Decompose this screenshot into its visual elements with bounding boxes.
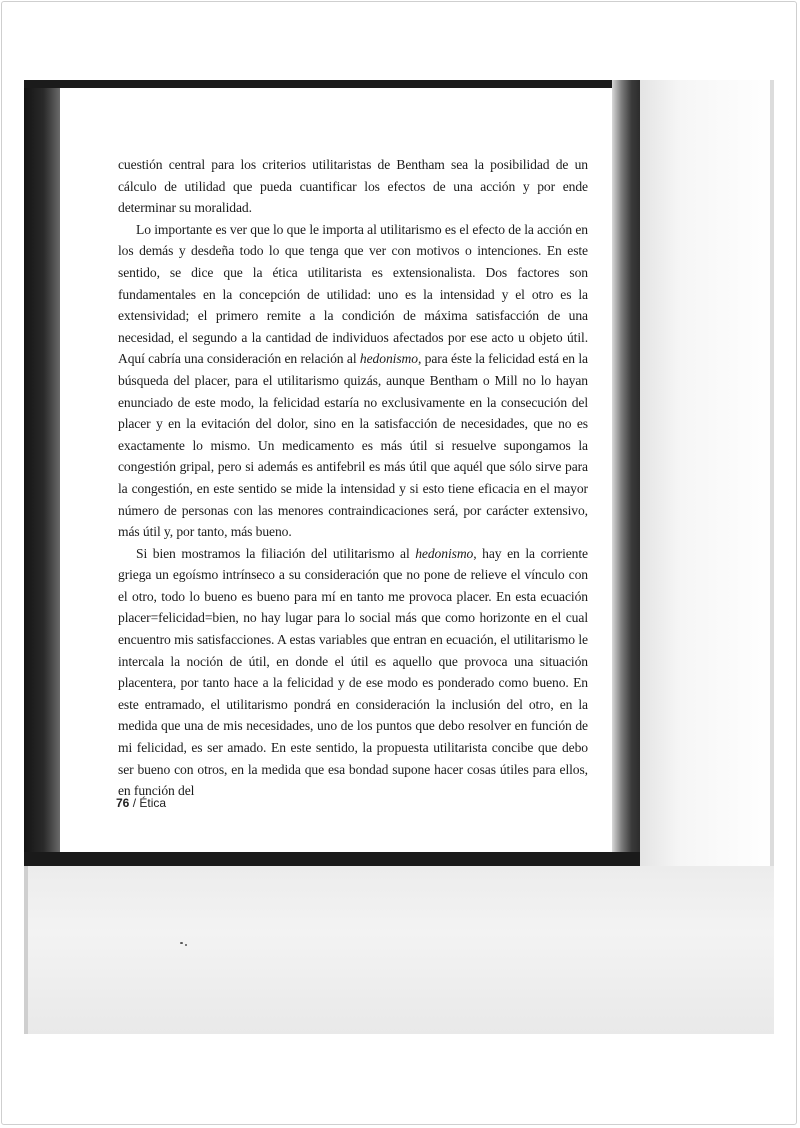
page-footer [116, 796, 166, 810]
italic-term: hedonismo [359, 351, 418, 367]
body-text [118, 154, 588, 802]
adjacent-page-edge [640, 80, 776, 866]
paragraph-1 [118, 154, 588, 219]
text-run: Si bien mostramos la filiación del utilitarismo al [136, 545, 416, 561]
scanner-bed-area [24, 866, 774, 1034]
paragraph-3 [118, 543, 588, 802]
text-run: Lo importante es ver que lo que le importa al utilitarismo es el efecto de la acción en los demás y desdeña todo lo que tenga que ver con motivos o intenciones. En este sentido, se dice que la ética utilitarista es extensionalista. Dos factores son fundamentales en la concepción de utilidad: uno es la intensidad y el otro es la extensividad; el primero remite a la condición de máxima satisfacción de una necesidad, el segundo a la cantidad de individuos afectados por ese acto u objeto útil. Aquí cabría una consideración en relación al [118, 221, 588, 367]
text-run: , para éste la felicidad está en la búsqueda del placer, para el utilitarismo quizás, aunque Bentham o Mill no lo hayan enunciado de este modo, la felicidad estaría no exclusivamente en la consecución del placer y en la evitación del dolor, sino en la satisfacción de necesidades, que no es exactamente lo mismo. Un medicamento es más útil si resuelve supongamos la congestión gripal, pero si además es antifebril es más útil que aquél que sólo sirve para la congestión, en este sentido se mide la intensidad y si esto tiene eficacia en el mayor número de personas con las menores contraindicaciones será, por carácter extensivo, más útil y, por tanto, más bueno. [118, 351, 588, 540]
scan-speck [185, 944, 187, 946]
page-number: 76 [116, 796, 130, 810]
adjacent-page-border [770, 80, 774, 866]
book-binding-shadow [612, 80, 640, 866]
scan-shadow-top [24, 80, 640, 88]
footer-separator: / [129, 796, 140, 810]
scan-shadow-left [24, 80, 60, 866]
book-page [60, 88, 612, 852]
text-run: , hay en la corriente griega un egoísmo intrínseco a su consideración que no pone de relieve el vínculo con el otro, todo lo bueno es bueno para mí en tanto me provoca placer. En esta ecuación placer=felicidad=bien, no hay lugar para lo social más que como horizonte en el cual encuentro mis satisfacciones. A estas variables que entran en ecuación, el utilitarismo le intercala la noción de útil, en donde el útil es aquello que provoca una situación placentera, por tanto hace a la felicidad y de ese modo es ponderado como bueno. En este entramado, el utilitarismo pondrá en consideración la inclusión del otro, en la medida que una de mis necesidades, uno de los puntos que debo resolver en función de mi felicidad, es ser amado. En este sentido, la propuesta utilitarista concibe que debo ser bueno con otros, en la medida que esa bondad supone hacer cosas útiles para ellos, en función del [118, 545, 588, 799]
text-run: cuestión central para los criterios utilitaristas de Bentham sea la posibilidad de un cálculo de utilidad que pueda cuantificar los efectos de una acción y por ende determinar su moralidad. [118, 157, 588, 216]
scanner-bed-edge [24, 866, 28, 1034]
footer-section: Ética [139, 796, 167, 810]
scan-speck [180, 942, 183, 944]
italic-term: hedonismo [415, 545, 474, 561]
scan-shadow-bottom [24, 852, 640, 866]
paragraph-2 [118, 219, 588, 543]
